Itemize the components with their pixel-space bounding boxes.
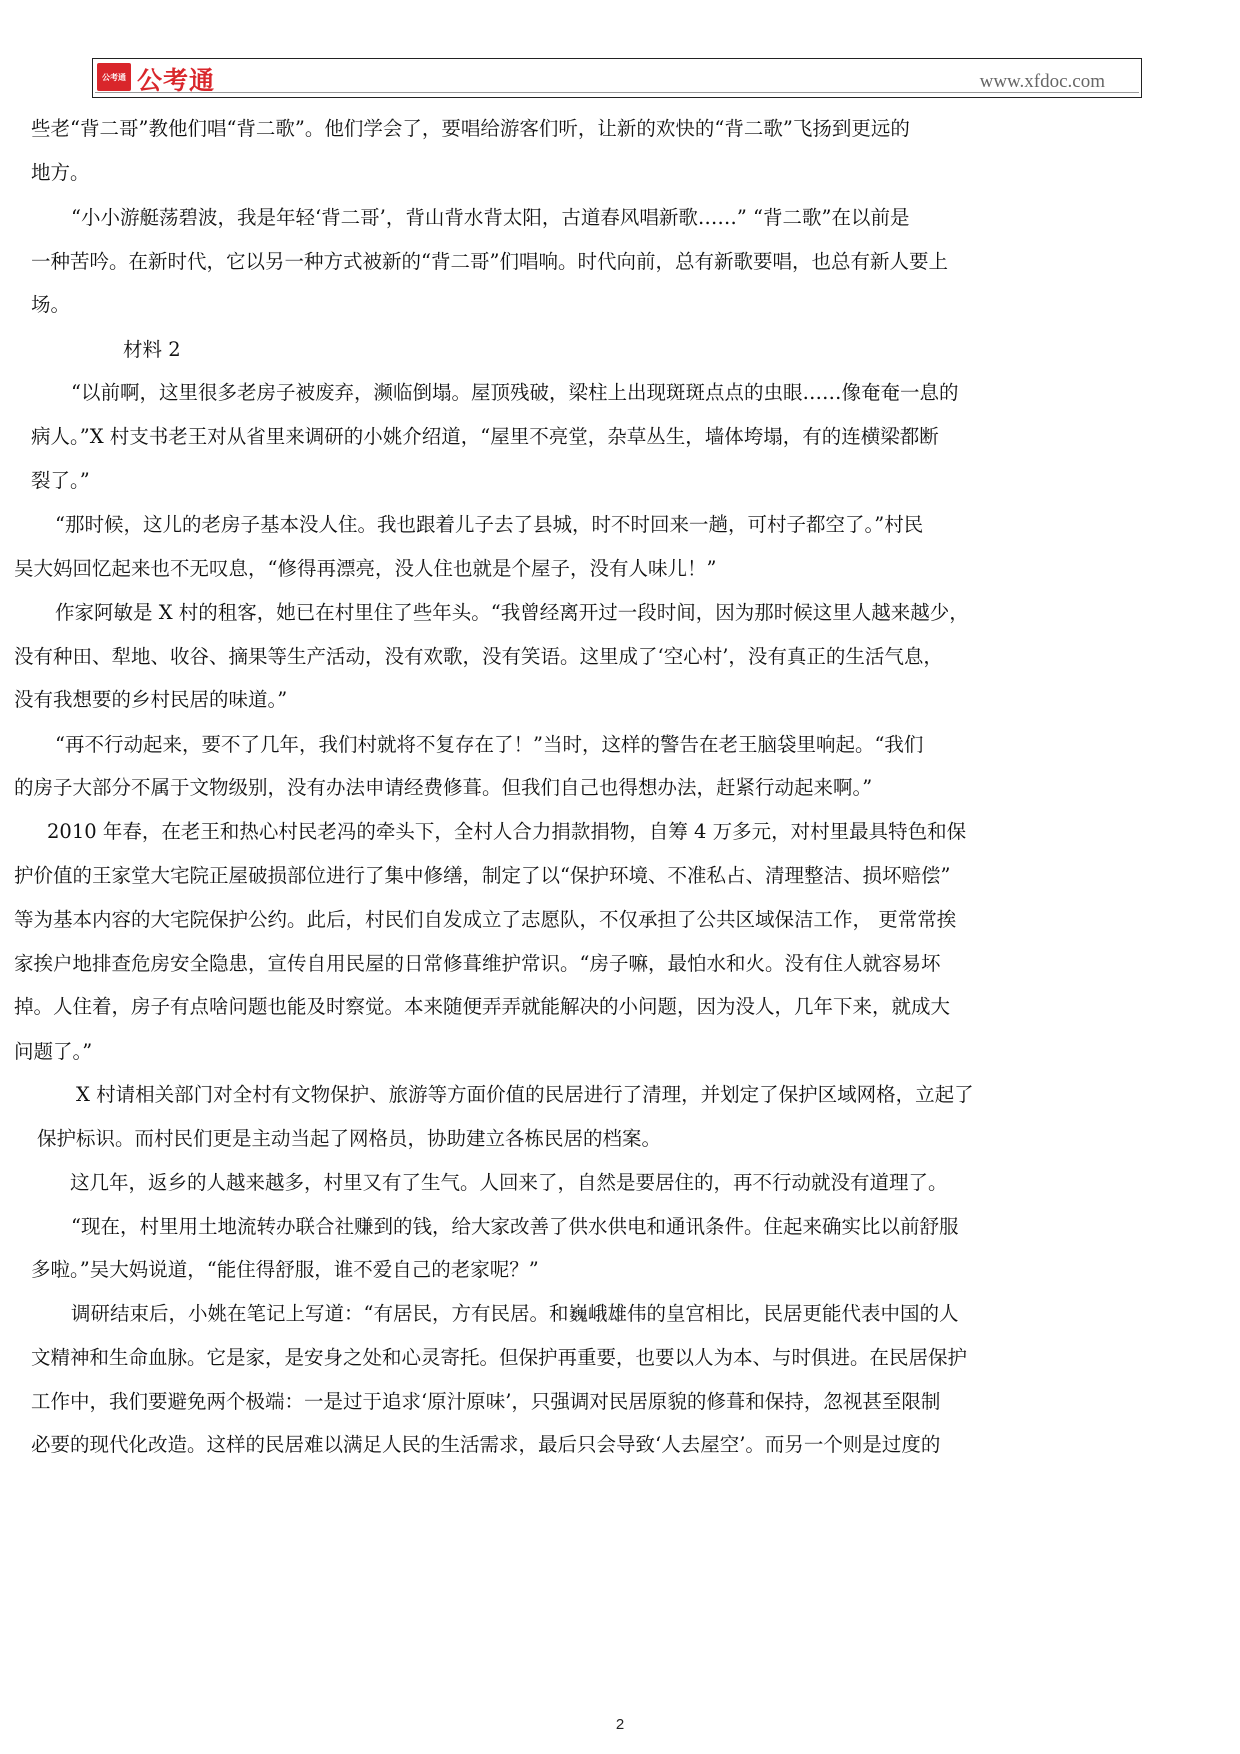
- text-line: 家挨户地排查危房安全隐患，宣传自用民屋的日常修葺维护常识。“房子嘛，最怕水和火。没有住人就容易坏: [14, 952, 941, 975]
- text-line: “再不行动起来，要不了几年，我们村就将不复存在了！”当时，这样的警告在老王脑袋里响起。“我们: [55, 733, 924, 756]
- section-heading: 材料 2: [123, 338, 181, 361]
- site-url[interactable]: www.xfdoc.com: [979, 71, 1105, 92]
- text-line: 护价值的王家堂大宅院正屋破损部位进行了集中修缮，制定了以“保护环境、不准私占、清理整洁、损坏赔偿”: [14, 864, 951, 887]
- text-line: 的房子大部分不属于文物级别，没有办法申请经费修葺。但我们自己也得想办法，赶紧行动起来啊。”: [14, 776, 873, 799]
- text-line: 工作中，我们要避免两个极端：一是过于追求‘原汁原味’，只强调对民居原貌的修葺和保持，忽视甚至限制: [31, 1390, 941, 1413]
- text-line: “以前啊，这里很多老房子被废弃，濒临倒塌。屋顶残破，梁柱上出现斑斑点点的虫眼……像奄奄一息的: [71, 381, 959, 404]
- logo-text: 公考通: [137, 66, 216, 95]
- text-line: X 村请相关部门对全村有文物保护、旅游等方面价值的民居进行了清理，并划定了保护区域网格，立起了: [76, 1083, 974, 1106]
- text-line: 场。: [31, 293, 71, 316]
- text-line: 掉。人住着，房子有点啥问题也能及时察觉。本来随便弄弄就能解决的小问题，因为没人，几年下来，就成大: [14, 995, 951, 1018]
- text-line: 作家阿敏是 X 村的租客，她已在村里住了些年头。“我曾经离开过一段时间，因为那时候这里人越来越少，: [55, 601, 969, 624]
- text-line: 必要的现代化改造。这样的民居难以满足人民的生活需求，最后只会导致‘人去屋空’。而另一个则是过度的: [31, 1433, 941, 1456]
- text-line: 地方。: [31, 161, 90, 184]
- text-line: 裂了。”: [31, 469, 90, 492]
- text-line: 病人。”X 村支书老王对从省里来调研的小姚介绍道，“屋里不亮堂，杂草丛生，墙体垮塌，有的连横梁都断: [31, 425, 939, 448]
- text-line: 等为基本内容的大宅院保护公约。此后，村民们自发成立了志愿队，不仅承担了公共区域保洁工作， 更常常挨: [14, 908, 957, 931]
- logo-badge-icon: 公考通: [97, 63, 131, 91]
- text-line: 一种苦吟。在新时代，它以另一种方式被新的“背二哥”们唱响。时代向前，总有新歌要唱，也总有新人要上: [31, 250, 948, 273]
- text-line: 吴大妈回忆起来也不无叹息，“修得再漂亮，没人住也就是个屋子，没有人味儿！”: [14, 557, 717, 580]
- text-line: 问题了。”: [14, 1040, 93, 1063]
- text-line: 这几年，返乡的人越来越多，村里又有了生气。人回来了，自然是要居住的，再不行动就没有道理了。: [70, 1171, 948, 1194]
- page-number: 2: [615, 1716, 625, 1733]
- text-line: “现在，村里用土地流转办联合社赚到的钱，给大家改善了供水供电和通讯条件。住起来确实比以前舒服: [71, 1215, 959, 1238]
- text-line: 文精神和生命血脉。它是家，是安身之处和心灵寄托。但保护再重要，也要以人为本、与时俱进。在民居保护: [31, 1346, 968, 1369]
- text-line: “小小游艇荡碧波，我是年轻‘背二哥’，背山背水背太阳，古道春风唱新歌……” “背二歌”在以前是: [71, 206, 910, 229]
- text-line: 调研结束后，小姚在笔记上写道：“有居民，方有民居。和巍峨雄伟的皇宫相比，民居更能代表中国的人: [71, 1302, 959, 1325]
- text-line: 多啦。”吴大妈说道，“能住得舒服，谁不爱自己的老家呢？”: [31, 1258, 539, 1281]
- text-line: 没有我想要的乡村民居的味道。”: [14, 688, 288, 711]
- text-line: “那时候，这儿的老房子基本没人住。我也跟着儿子去了县城，时不时回来一趟，可村子都空了。”村民: [55, 513, 924, 536]
- text-line: 些老“背二哥”教他们唱“背二歌”。他们学会了，要唱给游客们听，让新的欢快的“背二歌”飞扬到更远的: [31, 117, 910, 140]
- text-line: 保护标识。而村民们更是主动当起了网格员，协助建立各栋民居的档案。: [37, 1127, 662, 1150]
- text-line: 2010 年春，在老王和热心村民老冯的牵头下，全村人合力捐款捐物，自筹 4 万多元，对村里最具特色和保: [47, 820, 967, 843]
- text-line: 没有种田、犁地、收谷、摘果等生产活动，没有欢歌，没有笑语。这里成了‘空心村’，没有真正的生活气息，: [14, 645, 943, 668]
